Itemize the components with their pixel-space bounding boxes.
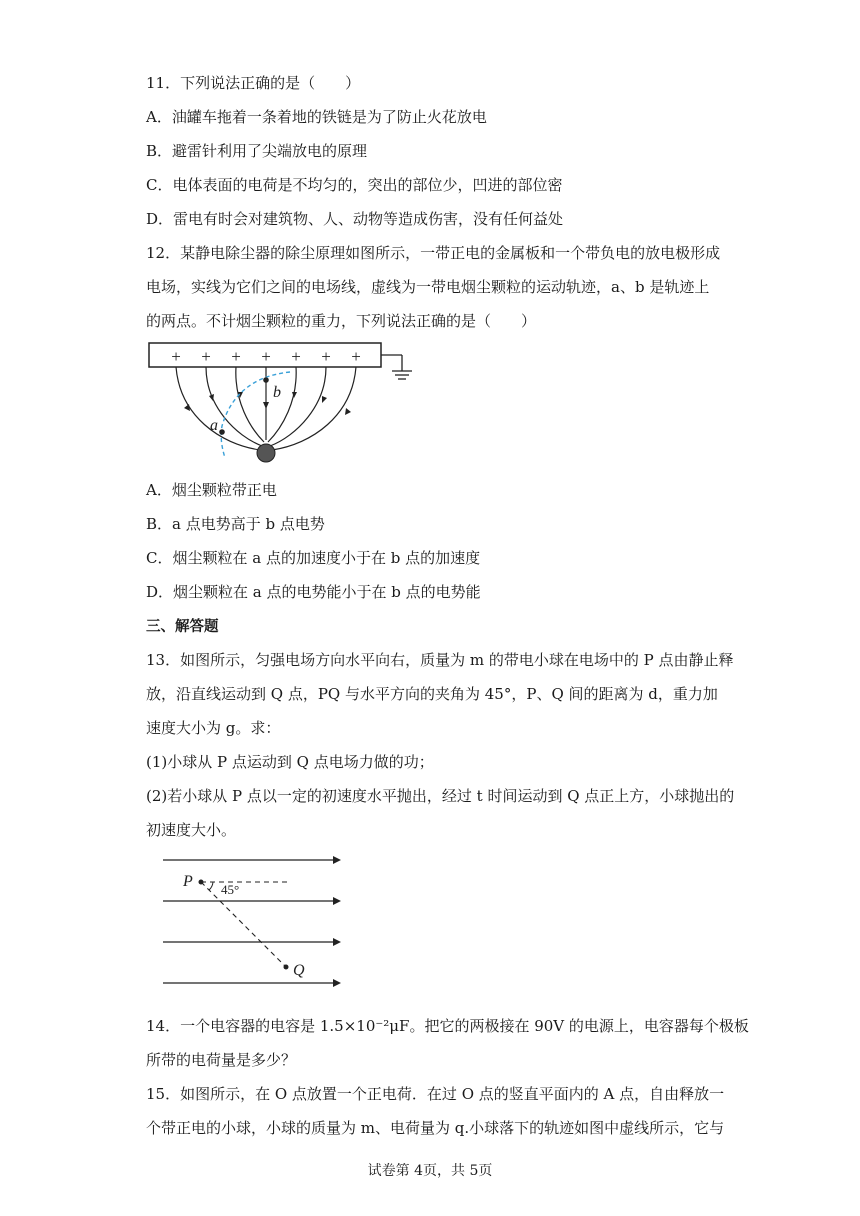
field-arrowheads-horizontal [333,856,341,987]
point-p-label: P [183,873,193,890]
q14-stem-line-2: 所带的电荷量是多少？ [146,1051,297,1069]
field-line [236,367,264,442]
pq-dashed-line [201,882,286,967]
q12-option-a: A．烟尘颗粒带正电 [146,481,277,499]
q13-stem-line-3: 速度大小为 g。求： [146,719,281,737]
uniform-field-figure [155,848,355,993]
field-line [206,367,262,446]
q13-stem-line-1: 13．如图所示，匀强电场方向水平向右，质量为 m 的带电小球在电场中的 P 点由静止释 [146,651,734,669]
point-p-dot [199,880,204,885]
q11-option-c: C．电体表面的电荷是不均匀的，突出的部位少，凹进的部位密 [146,176,563,194]
plus-sign: + [351,347,361,366]
q11-option-a: A．油罐车拖着一条着地的铁链是为了防止火花放电 [146,108,487,126]
q15-stem-line-1: 15．如图所示，在 O 点放置一个正电荷．在过 O 点的竖直平面内的 A 点，自由释放一 [146,1085,725,1103]
q15-stem-line-2: 个带正电的小球，小球的质量为 m、电荷量为 q.小球落下的轨迹如图中虚线所示，它与 [146,1119,725,1137]
point-a-dot [219,429,225,435]
point-a-label: a [210,417,218,434]
q13-part-1: (1)小球从 P 点运动到 Q 点电场力做的功； [146,753,434,771]
q13-part-2-line-2: 初速度大小。 [146,821,237,839]
point-q-dot [284,965,289,970]
plus-sign: + [261,347,271,366]
q13-stem-line-2: 放，沿直线运动到 Q 点，PQ 与水平方向的夹角为 45°，P、Q 间的距离为 d，重力加 [146,685,718,703]
field-line [270,367,326,446]
q13-part-2-line-1: (2)若小球从 P 点以一定的初速度水平抛出，经过 t 时间运动到 Q 点正上方，小球抛出的 [146,787,735,805]
negative-discharge-electrode [257,444,275,462]
q12-option-c: C．烟尘颗粒在 a 点的加速度小于在 b 点的加速度 [146,549,481,567]
field-arrowheads [184,392,351,415]
q11-stem: 11．下列说法正确的是（ ） [146,74,361,92]
plus-sign: + [291,347,301,366]
q12-option-b: B．a 点电势高于 b 点电势 [146,515,325,533]
q12-option-d: D．烟尘颗粒在 a 点的电势能小于在 b 点的电势能 [146,583,481,601]
q12-stem-line-1: 12．某静电除尘器的除尘原理如图所示，一带正电的金属板和一个带负电的放电极形成 [146,244,721,262]
page-footer: 试卷第 4页，共 5页 [367,1163,493,1179]
plus-sign: + [171,347,181,366]
q14-stem-line-1: 14．一个电容器的电容是 1.5×10⁻²μF。把它的两极接在 90V 的电源上，电容器每个极板 [146,1017,749,1035]
q12-stem-line-3: 的两点。不计烟尘颗粒的重力，下列说法正确的是（ ） [146,312,537,330]
electrostatic-precipitator-figure [140,336,430,476]
plus-sign: + [231,347,241,366]
q11-option-b: B．避雷针利用了尖端放电的原理 [146,142,368,160]
q11-option-d: D．雷电有时会对建筑物、人、动物等造成伤害，没有任何益处 [146,210,564,228]
point-b-label: b [273,384,281,401]
section-title: 三、解答题 [146,619,219,635]
angle-arc [209,882,213,890]
q12-stem-line-2: 电场，实线为它们之间的电场线，虚线为一带电烟尘颗粒的运动轨迹，a、b 是轨迹上 [146,278,710,296]
plus-sign: + [321,347,331,366]
plus-sign: + [201,347,211,366]
field-line [268,367,296,442]
ground-symbol [381,355,412,379]
point-b-dot [263,377,269,383]
point-q-label: Q [293,962,305,979]
angle-label: 45° [221,882,240,897]
